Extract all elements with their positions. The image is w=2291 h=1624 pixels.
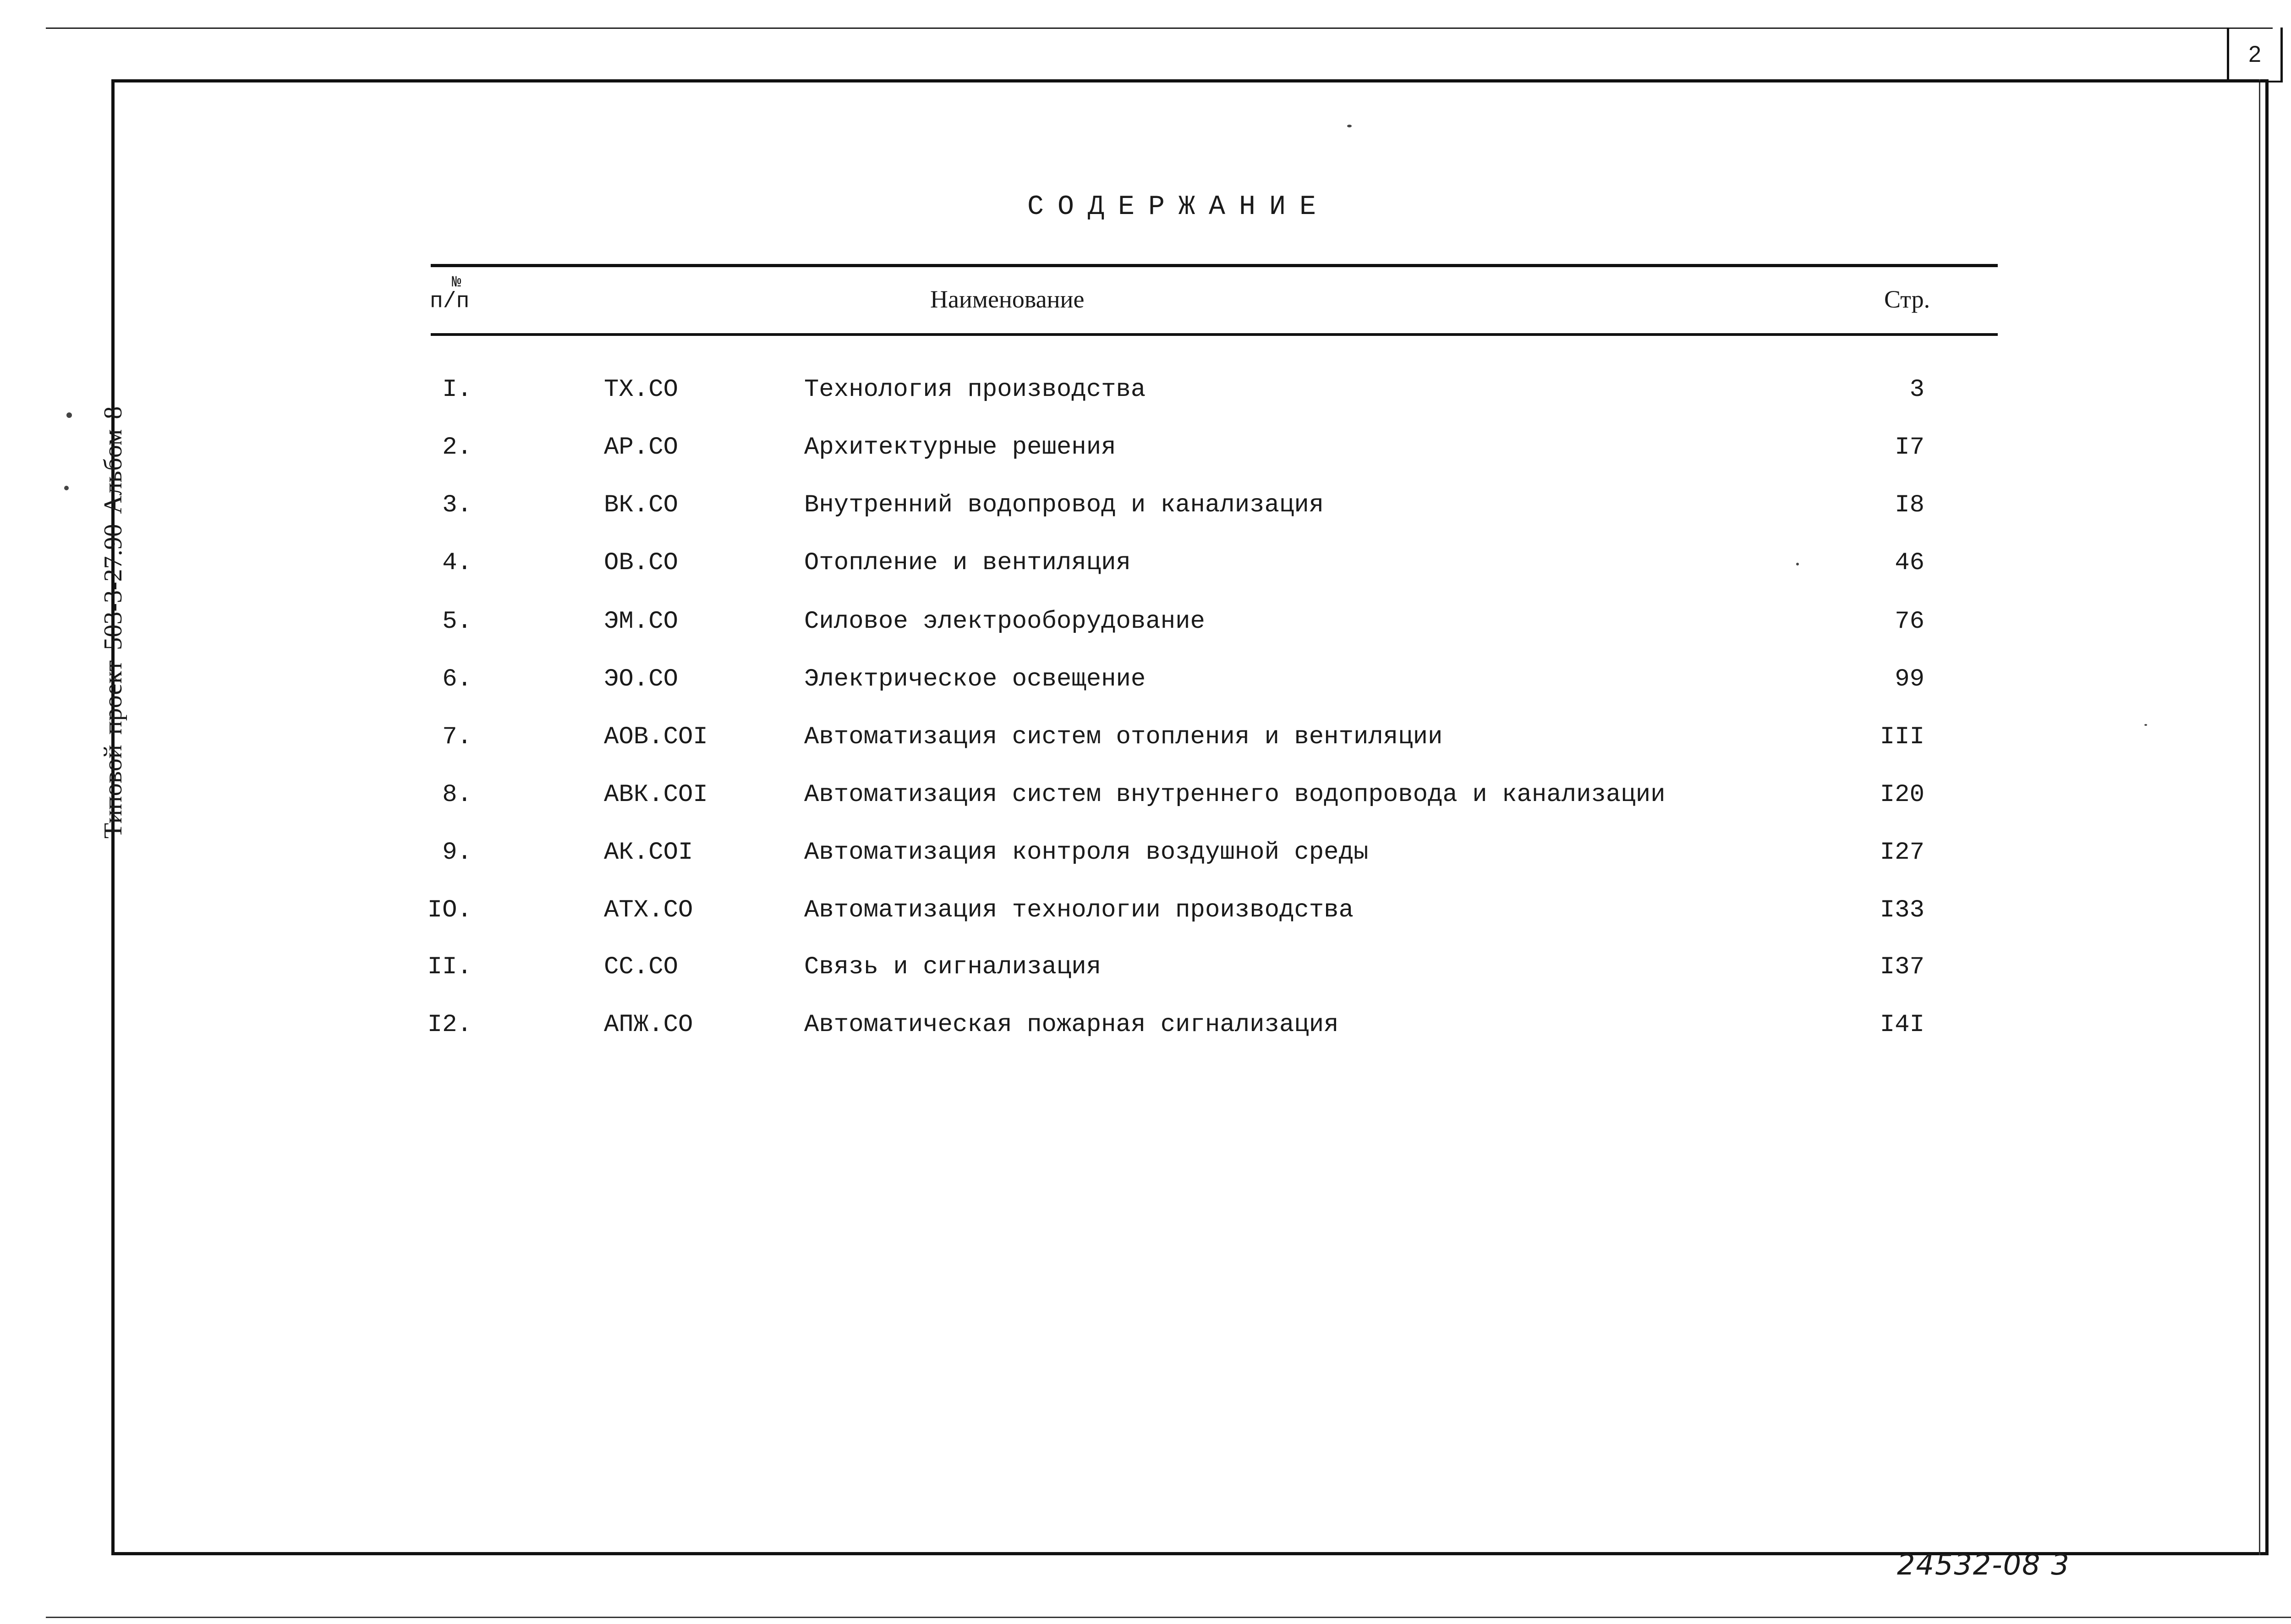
row-number: 3. [442,491,472,519]
inventory-stamp: 24532-08 3 [1897,1548,2070,1581]
row-number: 6. [442,665,472,693]
scan-speck [1347,125,1352,127]
row-number: II. [427,953,472,981]
table-row [0,665,2291,702]
row-page: I7 [1895,433,1924,461]
row-page: I20 [1880,781,1924,809]
row-code: АР.СО [604,433,679,461]
row-code: ТХ.СО [604,376,679,404]
row-code: ЭО.СО [604,665,679,693]
row-name: Отопление и вентиляция [804,549,1131,577]
row-name: Технология производства [804,376,1146,404]
row-page: I33 [1880,896,1924,924]
row-number: 8. [442,781,472,809]
row-code: АОВ.СОI [604,723,708,751]
row-name: Автоматизация контроля воздушной среды [804,839,1369,867]
row-number: 4. [442,549,472,577]
row-code: АК.СОI [604,839,693,867]
table-row [0,781,2291,817]
sheet-number: 2 [2248,41,2261,67]
scan-speck [2144,724,2147,726]
table-row [0,1011,2291,1048]
number-symbol: № [452,274,461,291]
row-name: Автоматическая пожарная сигнализация [804,1011,1339,1039]
page-title: СОДЕРЖАНИЕ [1027,192,1330,223]
row-number: 9. [442,839,472,867]
row-number: 5. [442,608,472,636]
row-name: Архитектурные решения [804,433,1116,461]
row-name: Внутренний водопровод и канализация [804,491,1324,519]
row-number: IO. [427,896,472,924]
row-name: Автоматизация систем отопления и вентиляции [804,723,1443,751]
table-row [0,896,2291,933]
sheet-number-box [2227,27,2283,82]
header-number [430,275,469,313]
header-number-label: п/п [430,289,470,314]
table-row [0,953,2291,990]
table-row [0,433,2291,470]
row-number: 2. [442,433,472,461]
row-name: Связь и сигнализация [804,953,1102,981]
row-page: 99 [1895,665,1924,693]
header-name: Наименование [930,285,1085,313]
table-row [0,549,2291,586]
row-code: СС.СО [604,953,679,981]
table-top-rule [431,264,1998,267]
row-code: АТХ.СО [604,896,693,924]
row-code: ВК.СО [604,491,679,519]
scan-speck [1796,563,1799,565]
table-header-rule [431,333,1998,336]
row-page: III [1880,723,1924,751]
row-number: 7. [442,723,472,751]
row-name: Автоматизация технологии производства [804,896,1354,924]
row-page: I37 [1880,953,1924,981]
scan-speck [66,412,72,418]
table-row [0,723,2291,760]
row-name: Автоматизация систем внутреннего водопровода и канализации [804,781,1666,809]
table-row [0,376,2291,412]
header-page: Стр. [1884,285,1930,313]
row-number: I. [442,376,472,404]
row-code: ЭМ.СО [604,608,679,636]
row-code: АПЖ.СО [604,1011,693,1039]
top-border-line [46,27,2273,29]
scan-speck [64,486,69,490]
row-page: I4I [1880,1011,1924,1039]
row-code: ОВ.СО [604,549,679,577]
row-page: 76 [1895,608,1924,636]
side-caption: Типовой проект 503-3-27.90 Альбом 8 [99,406,127,839]
table-row [0,491,2291,528]
bottom-border-line [46,1617,2291,1618]
row-name: Силовое электрооборудование [804,608,1205,636]
table-row [0,608,2291,644]
row-page: 46 [1895,549,1924,577]
row-number: I2. [427,1011,472,1039]
row-page: I27 [1880,839,1924,867]
table-row [0,839,2291,875]
row-code: АВК.СОI [604,781,708,809]
row-name: Электрическое освещение [804,665,1146,693]
row-page: I8 [1895,491,1924,519]
row-page: 3 [1909,376,1924,404]
